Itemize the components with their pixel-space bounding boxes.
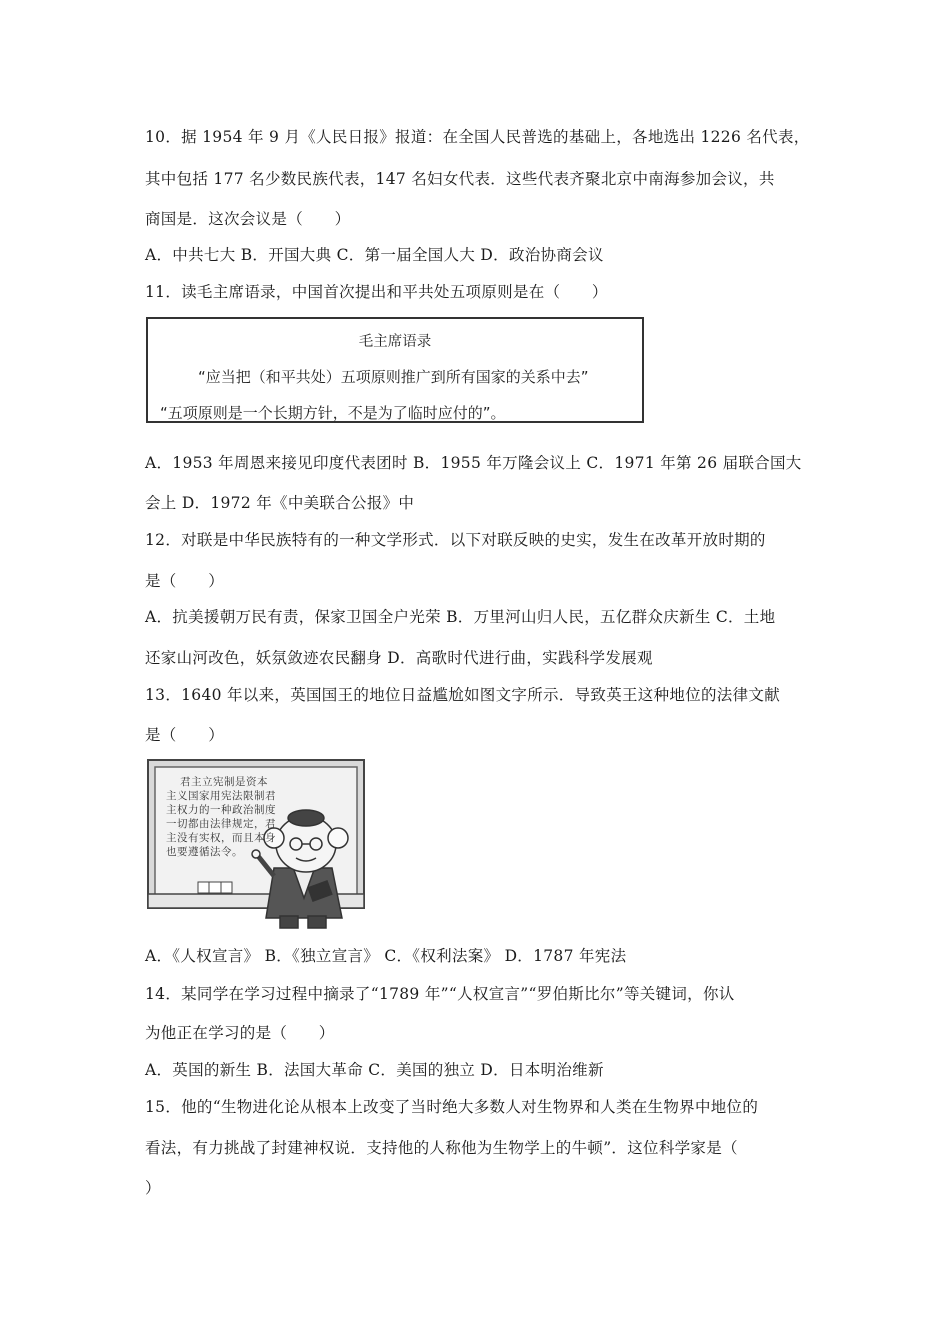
board-line4: 一切都由法律规定，君 [166, 818, 276, 830]
quote-line2: “五项原则是一个长期方针，不是为了临时应付的”。 [160, 404, 506, 422]
quote-box-title: 毛主席语录 [358, 334, 432, 350]
q10-options: A．中共七大 B．开国大典 C．第一届全国人大 D．政治协商会议 [145, 246, 604, 264]
board-line3: 主权力的一种政治制度 [166, 804, 276, 816]
q15-line2: 看法，有力挑战了封建神权说．支持他的人称他为生物学上的牛顿”．这位科学家是（ [145, 1139, 738, 1157]
board-line1: 君主立宪制是资本 [180, 776, 268, 788]
q14-options: A．英国的新生 B．法国大革命 C．美国的独立 D．日本明治维新 [145, 1061, 604, 1079]
q11-options-line2: 会上 D．1972 年《中美联合公报》中 [145, 494, 415, 512]
q12-line2: 是（ ） [145, 572, 225, 590]
q10-line3: 商国是．这次会议是（ ） [145, 210, 351, 228]
quote-line1: “应当把（和平共处）五项原则推广到所有国家的关系中去” [198, 368, 589, 386]
q12-options-line1: A．抗美援朝万民有责，保家卫国全户光荣 B．万里河山归人民，五亿群众庆新生 C．土地 [145, 608, 776, 626]
q14-line2: 为他正在学习的是（ ） [145, 1024, 335, 1042]
q13-line1: 13．1640 年以来，英国国王的地位日益尴尬如图文字所示．导致英王这种地位的法律文献 [145, 686, 780, 704]
q11-options-line1: A．1953 年周恩来接见印度代表团时 B．1955 年万隆会议上 C．1971 年第 26 届联合国大 [145, 454, 802, 472]
board-line6: 也要遵循法令。 [166, 846, 243, 858]
q13-options: A．《人权宣言》 B．《独立宣言》 C．《权利法案》 D．1787 年宪法 [145, 947, 627, 965]
q12-options-line2: 还家山河改色，妖氛敛迹农民翻身 D．高歌时代进行曲，实践科学发展观 [145, 649, 653, 667]
q13-line2: 是（ ） [145, 726, 225, 744]
q10-line2: 其中包括 177 名少数民族代表，147 名妇女代表．这些代表齐聚北京中南海参加会议，共 [145, 170, 775, 188]
board-line5: 主没有实权，而且本身 [166, 832, 276, 844]
q14-line1: 14．某同学在学习过程中摘录了“1789 年”“人权宣言”“罗伯斯比尔”等关键词，你认 [145, 985, 735, 1003]
q11-stem: 11．读毛主席语录，中国首次提出和平共处五项原则是在（ ） [145, 283, 608, 301]
q10-line1: 10．据 1954 年 9 月《人民日报》报道：在全国人民普选的基础上，各地选出 1226 名代表， [145, 128, 810, 146]
board-line2: 主义国家用宪法限制君 [166, 790, 276, 802]
q15-line3: ） [145, 1179, 161, 1197]
quote-box [146, 317, 644, 423]
q12-line1: 12．对联是中华民族特有的一种文学形式．以下对联反映的史实，发生在改革开放时期的 [145, 531, 766, 549]
blackboard-cartoon-image [146, 758, 370, 930]
q15-line1: 15．他的“生物进化论从根本上改变了当时绝大多数人对生物界和人类在生物界中地位的 [145, 1098, 759, 1116]
